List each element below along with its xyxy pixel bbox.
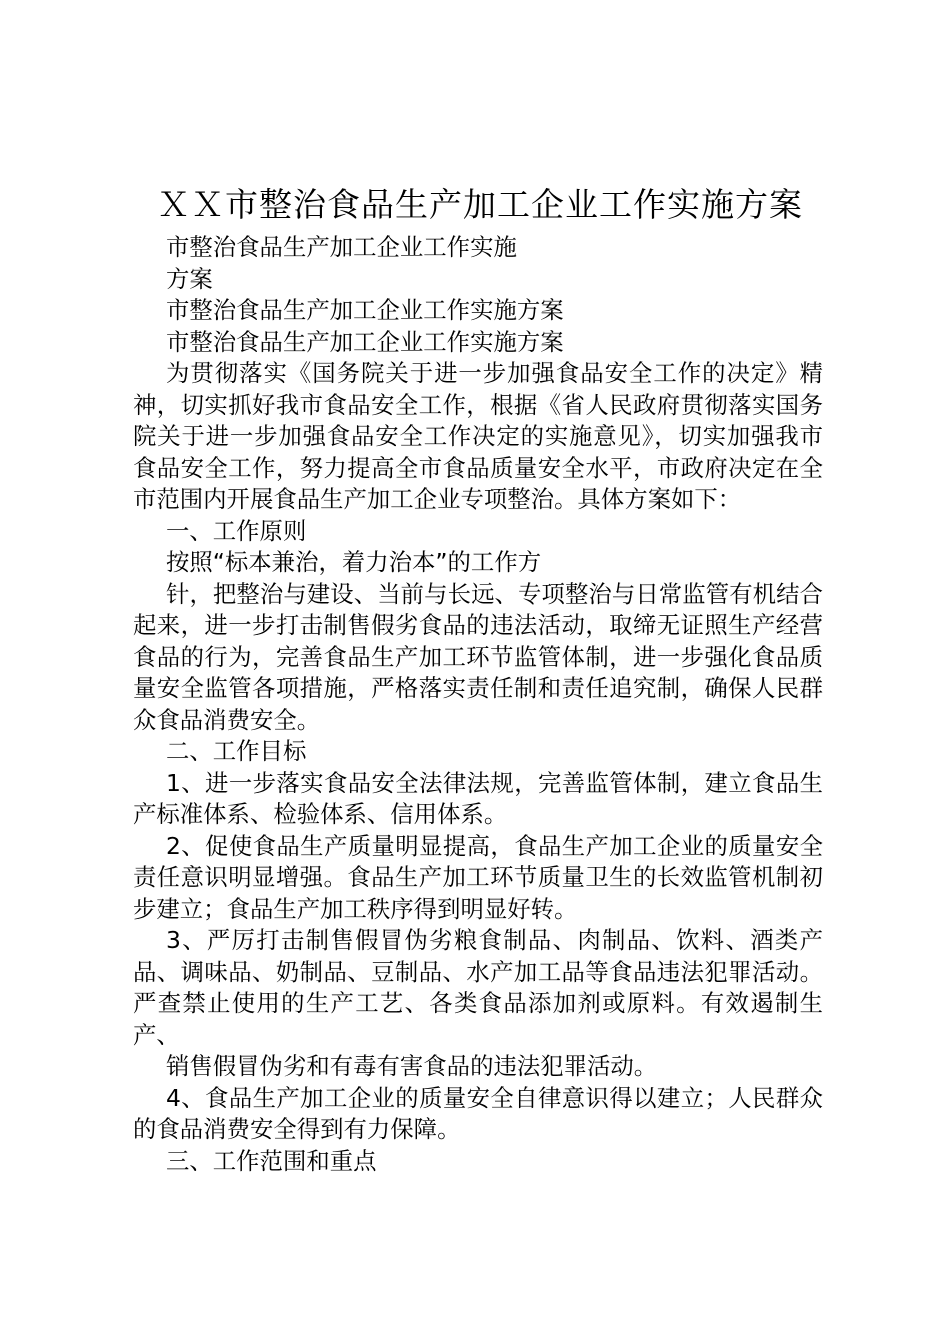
section-heading-goals: 二、工作目标 (166, 737, 307, 765)
goal-item-3-continued: 销售假冒伪劣和有毒有害食品的违法犯罪活动。 (166, 1052, 658, 1080)
goal-item-2: 2、促使食品生产质量明显提高，食品生产加工企业的质量安全责任意识明显增强。食品生产加工环节质量卫生的长效监管机制初步建立；食品生产加工秩序得到明显好转。 (133, 831, 823, 923)
goal-item-1: 1、进一步落实食品安全法律法规，完善监管体制，建立食品生产标准体系、检验体系、信用体系。 (133, 768, 823, 828)
section-heading-scope: 三、工作范围和重点 (166, 1146, 377, 1175)
goal-item-3: 3、严厉打击制售假冒伪劣粮食制品、肉制品、饮料、酒类产品、调味品、奶制品、豆制品、水产加工品等食品违法犯罪活动。严查禁止使用的生产工艺、各类食品添加剂或原料。有效遏制生产、 (133, 926, 823, 1049)
paragraph-subtitle-line-2: 方案 (166, 264, 213, 293)
paragraph-subtitle-repeat-1: 市整治食品生产加工企业工作实施方案 (166, 296, 564, 324)
section-heading-principles: 一、工作原则 (166, 516, 307, 545)
paragraph-subtitle-repeat-2: 市整治食品生产加工企业工作实施方案 (166, 327, 564, 356)
document-body (133, 232, 823, 1177)
paragraph-subtitle-line-1: 市整治食品生产加工企业工作实施 (166, 233, 517, 261)
paragraph-intro: 为贯彻落实《国务院关于进一步加强食品安全工作的决定》精神，切实抓好我市食品安全工作，根据《省人民政府贯彻落实国务院关于进一步加强食品安全工作决定的实施意见》，切实加强我市食品安全工作，努力提高全市食品质量安全水平，市政府决定在全市范围内开展食品生产加工企业专项整治。具体方案如下： (133, 359, 823, 513)
document-title: ＸＸ市整治食品生产加工企业工作实施方案 (157, 185, 803, 224)
paragraph-principles-body: 针，把整治与建设、当前与长远、专项整治与日常监管有机结合起来，进一步打击制售假劣食品的违法活动，取缔无证照生产经营食品的行为，完善食品生产加工环节监管体制，进一步强化食品质量安全监管各项措施，严格落实责任制和责任追究制，确保人民群众食品消费安全。 (133, 579, 823, 734)
goal-item-4: 4、食品生产加工企业的质量安全自律意识得以建立；人民群众的食品消费安全得到有力保障。 (133, 1083, 823, 1143)
paragraph-principles-line-1: 按照“标本兼治，着力治本”的工作方 (166, 548, 542, 576)
